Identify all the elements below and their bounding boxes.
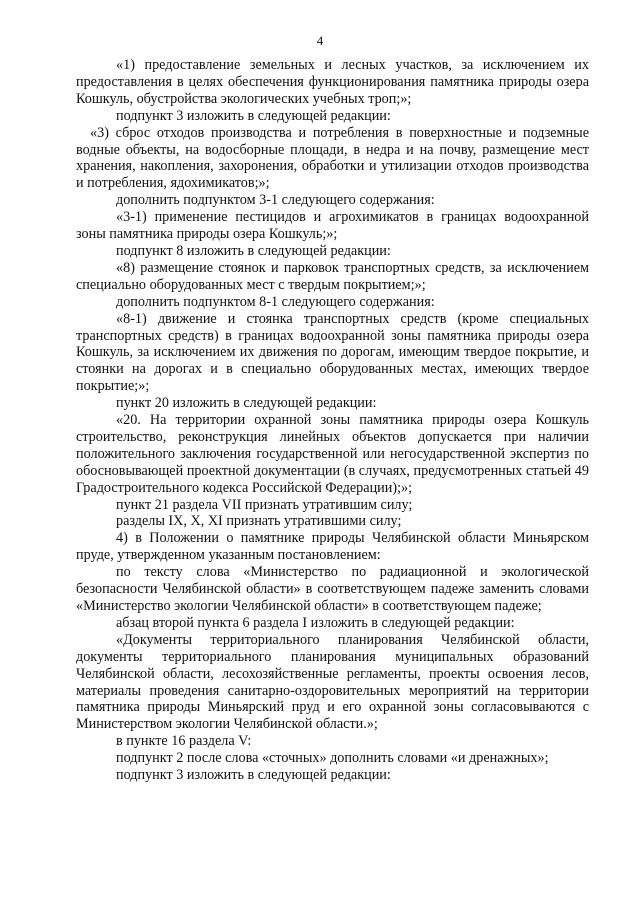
paragraph: дополнить подпунктом 8-1 следующего содержания: <box>116 293 435 310</box>
paragraph: пункт 20 изложить в следующей редакции: <box>116 395 377 412</box>
page-number: 4 <box>316 33 324 48</box>
paragraph: подпункт 3 изложить в следующей редакции: <box>116 107 391 124</box>
paragraph: подпункт 2 после слова «сточных» дополнить словами «и дренажных»; <box>116 750 549 767</box>
paragraph: абзац второй пункта 6 раздела I изложить в следующей редакции: <box>116 614 515 631</box>
paragraph: «20. На территории охранной зоны памятника природы озера Кошкуль строительство, реконструкция линейных объектов допускается при наличии положительного заключения государственной или негосударственной экспертиз по обосновывающей проектной документации (в случаях, предусмотренных статьей 49 Градостроительного кодекса Российской Федерации);»; <box>76 412 589 496</box>
paragraph: «1) предоставление земельных и лесных участков, за исключением их предоставления в целях обеспечения функционирования памятника природы озера Кошкуль, обустройства экологических учебных троп;»; <box>76 57 589 107</box>
paragraph: 4) в Положении о памятнике природы Челябинской области Миньярском пруде, утвержденном указанным постановлением: <box>76 530 589 564</box>
paragraph: «3) сброс отходов производства и потребления в поверхностные и подземные водные объекты, на водосборные площади, в недра и на почву, размещение мест хранения, накопления, захоронения, обработки и утилизации отходов производства и потребления, ядохимикатов;»; <box>76 124 589 192</box>
paragraph: дополнить подпунктом 3-1 следующего содержания: <box>116 192 435 209</box>
paragraph: «8-1) движение и стоянка транспортных средств (кроме специальных транспортных средств) в границах водоохранной зоны памятника природы озера Кошкуль, за исключением их движения по дорогам, имеющим твердое покрытие, и стоянки на дорогах и в специально оборудованных местах, имеющих твердое покрытие;»; <box>76 310 589 395</box>
paragraph: «3-1) применение пестицидов и агрохимикатов в границах водоохранной зоны памятника природы озера Кошкуль;»; <box>76 209 589 243</box>
paragraph: в пункте 16 раздела V: <box>116 733 252 750</box>
paragraph: «8) размещение стоянок и парковок транспортных средств, за исключением специально оборудованных мест с твердым покрытием;»; <box>76 259 589 293</box>
document-body <box>76 57 589 784</box>
paragraph: «Документы территориального планирования Челябинской области, документы территориального планирования муниципальных образований Челябинской области, лесохозяйственные регламенты, проекты освоения лесов, материалы проведения санитарно-оздоровительных мероприятий на территории памятника природы Миньярский пруд и его охранной зоны согласовываются с Министерством экологии Челябинской области.»; <box>76 631 589 733</box>
paragraph: по тексту слова «Министерство по радиационной и экологической безопасности Челябинской области» в соответствующем падеже заменить словами «Министерство экологии Челябинской области» в соответствующем падеже; <box>76 564 589 614</box>
paragraph: подпункт 3 изложить в следующей редакции: <box>116 767 391 784</box>
paragraph: разделы IX, X, XI признать утратившими силу; <box>116 513 402 530</box>
paragraph: пункт 21 раздела VII признать утратившим силу; <box>116 496 413 513</box>
paragraph: подпункт 8 изложить в следующей редакции: <box>116 242 391 259</box>
